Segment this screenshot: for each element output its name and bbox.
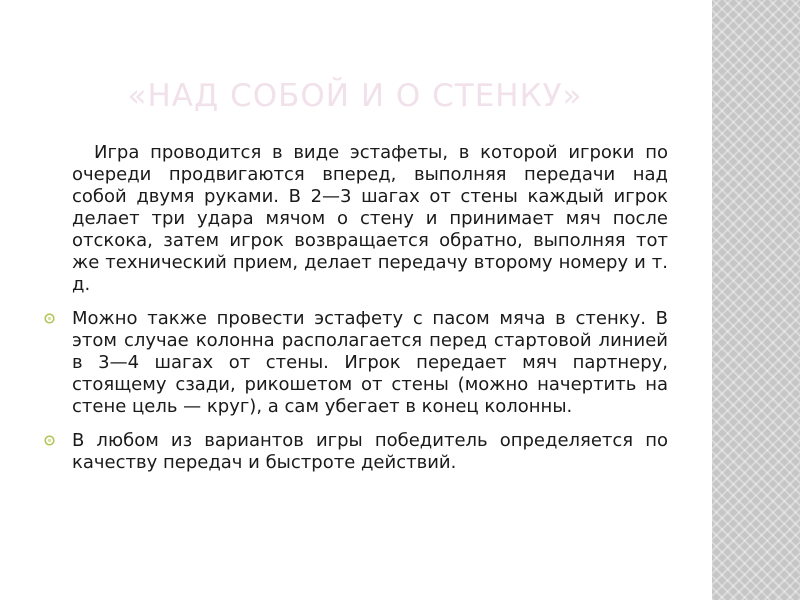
circle-bullet-icon — [44, 313, 55, 324]
circle-bullet-icon — [44, 435, 55, 446]
bullet-item-2 — [72, 430, 668, 474]
bullet-item-1 — [72, 308, 668, 418]
intro-paragraph: Игра проводится в виде эстафеты, в которой игроки по очереди продвигаются вперед, выполняя передачи над собой двумя руками. В 2—3 шагах от стены каждый игрок делает три удара мячом о стену и принимает мяч после отскока, затем игрок возвращается обратно, выполняя тот же технический прием, делает передачу второму номеру и т. д. — [72, 142, 668, 295]
decorative-side-panel — [712, 0, 800, 600]
bullet-text-2: В любом из вариантов игры победитель определяется по качеству передач и быстроте действий. — [72, 430, 668, 473]
slide-body — [72, 142, 668, 486]
bullet-text-1: Можно также провести эстафету с пасом мяча в стенку. В этом случае колонна располагается перед стартовой линией в 3—4 шагах от стены. Игрок передает мяч партнеру, стоящему сзади, рикошетом от стены (можно начертить на стене цель — круг), а сам убегает в конец колонны. — [72, 308, 668, 417]
slide-title: «НАД СОБОЙ И О СТЕНКУ» — [127, 78, 583, 114]
